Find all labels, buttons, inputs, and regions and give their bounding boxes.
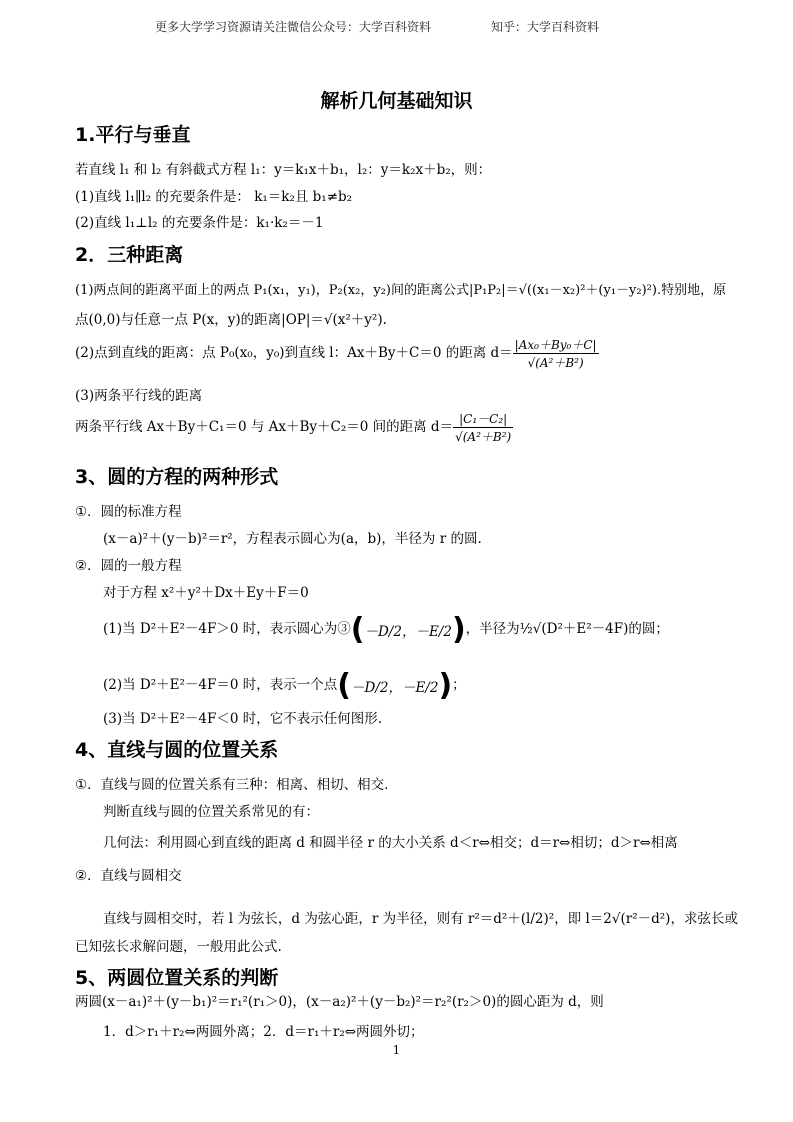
parallel-distance-fraction [453, 410, 513, 445]
case-2-text-b: ； [452, 677, 466, 693]
s1-item-1: (1)直线 l₁∥l₂ 的充要条件是： k₁＝k₂且 b₁≠b₂ [75, 189, 353, 205]
section-5-heading: 5、两圆位置关系的判断 [75, 967, 279, 989]
s4-chord-line-2: 已知弦长求解问题，一般用此公式. [75, 939, 282, 955]
case-1-text-a: (1)当 D²＋E²－4F＞0 时，表示圆心为③ [103, 621, 351, 637]
s3-case-3: (3)当 D²＋E²－4F＜0 时，它不表示任何图形. [103, 711, 383, 727]
s1-item-2: (2)直线 l₁⊥l₂ 的充要条件是：k₁·k₂＝－1 [75, 215, 324, 231]
fraction-numerator: |Ax₀＋By₀＋C| [514, 338, 597, 352]
s4-geometric-method: 几何法：利用圆心到直线的距离 d 和圆半径 r 的大小关系 d＜r⇔相交；d＝r⇔相切；d＞r⇔相离 [103, 835, 678, 851]
s2-item-3: (3)两条平行线的距离 [75, 388, 203, 404]
case-1-radius: ½√(D²＋E²－4F)的圆； [519, 621, 669, 637]
fraction-denominator: √(A²＋B²) [455, 430, 512, 444]
left-paren-icon: ( [337, 668, 351, 703]
s2-item-1-line-2: 点(0,0)与任意一点 P(x，y)的距离|OP|＝√(x²＋y²). [75, 312, 387, 328]
header-left-text: 更多大学学习资源请关注微信公众号：大学百科资料 [155, 20, 432, 34]
section-3-heading: 3、圆的方程的两种形式 [75, 466, 279, 488]
fraction-numerator: |C₁－C₂| [453, 410, 513, 428]
page-number: 1 [392, 1043, 401, 1057]
case-2-point: －D/2，－E/2 [350, 679, 439, 696]
s3-case-2 [103, 668, 466, 703]
s2-item-2-text: (2)点到直线的距离：点 P₀(x₀，y₀)到直线 l：Ax＋By＋C＝0 的距离 d＝ [75, 345, 513, 361]
s4-sub-1: ①．直线与圆的位置关系有三种：相离、相切、相交. [75, 777, 389, 793]
s5-line-2: 1．d＞r₁＋r₂⇔两圆外离；2．d＝r₁＋r₂⇔两圆外切； [103, 1024, 424, 1040]
s2-item-3-text: 两条平行线 Ax＋By＋C₁＝0 与 Ax＋By＋C₂＝0 间的距离 d＝ [75, 419, 454, 435]
s4-chord-line-1: 直线与圆相交时，若 l 为弦长，d 为弦心距，r 为半径，则有 r²＝d²＋(l/2)²，即 l＝2√(r²－d²)，求弦长或 [103, 911, 738, 927]
case-2-text-a: (2)当 D²＋E²－4F＝0 时，表示一个点 [103, 677, 338, 693]
s4-sub-2: ②．直线与圆相交 [75, 868, 182, 884]
header-right-text: 知乎：大学百科资料 [491, 20, 600, 34]
s2-item-3-formula [75, 410, 513, 445]
left-paren-icon: ( [350, 612, 365, 647]
fraction-denominator: √(A²＋B²) [527, 356, 584, 370]
s2-item-2 [75, 336, 599, 371]
case-1-text-b: ，半径为 [465, 621, 520, 637]
section-4-heading: 4、直线与圆的位置关系 [75, 739, 279, 761]
right-paren-icon: ) [451, 612, 466, 647]
s3-sub-1: ①．圆的标准方程 [75, 504, 182, 520]
s3-case-1 [103, 612, 669, 647]
s2-item-1-line-1: (1)两点间的距离平面上的两点 P₁(x₁，y₁)，P₂(x₂，y₂)间的距离公式|P₁P₂|＝√((x₁－x₂)²＋(y₁－y₂)²).特别地，原 [75, 283, 727, 298]
s3-general-equation: 对于方程 x²＋y²＋Dx＋Ey＋F＝0 [103, 585, 309, 601]
point-line-distance-fraction [513, 336, 599, 371]
right-paren-icon: ) [438, 668, 453, 703]
s3-standard-equation: (x－a)²＋(y－b)²＝r²，方程表示圆心为(a，b)，半径为 r 的圆. [103, 531, 482, 547]
s5-line-1: 两圆(x－a₁)²＋(y－b₁)²＝r₁²(r₁＞0)，(x－a₂)²＋(y－b₂)²＝r₂²(r₂＞0)的圆心距为 d，则 [75, 994, 604, 1010]
s4-judge: 判断直线与圆的位置关系常见的有： [103, 804, 319, 820]
s3-sub-2: ②．圆的一般方程 [75, 558, 182, 574]
section-1-heading: 1.平行与垂直 [75, 124, 191, 146]
s1-intro: 若直线 l₁ 和 l₂ 有斜截式方程 l₁：y＝k₁x＋b₁，l₂：y＝k₂x＋b₂，则： [75, 162, 492, 178]
section-2-heading: 2．三种距离 [75, 244, 184, 266]
case-1-center: －D/2，－E/2 [364, 623, 452, 640]
page-title: 解析几何基础知识 [320, 90, 473, 112]
